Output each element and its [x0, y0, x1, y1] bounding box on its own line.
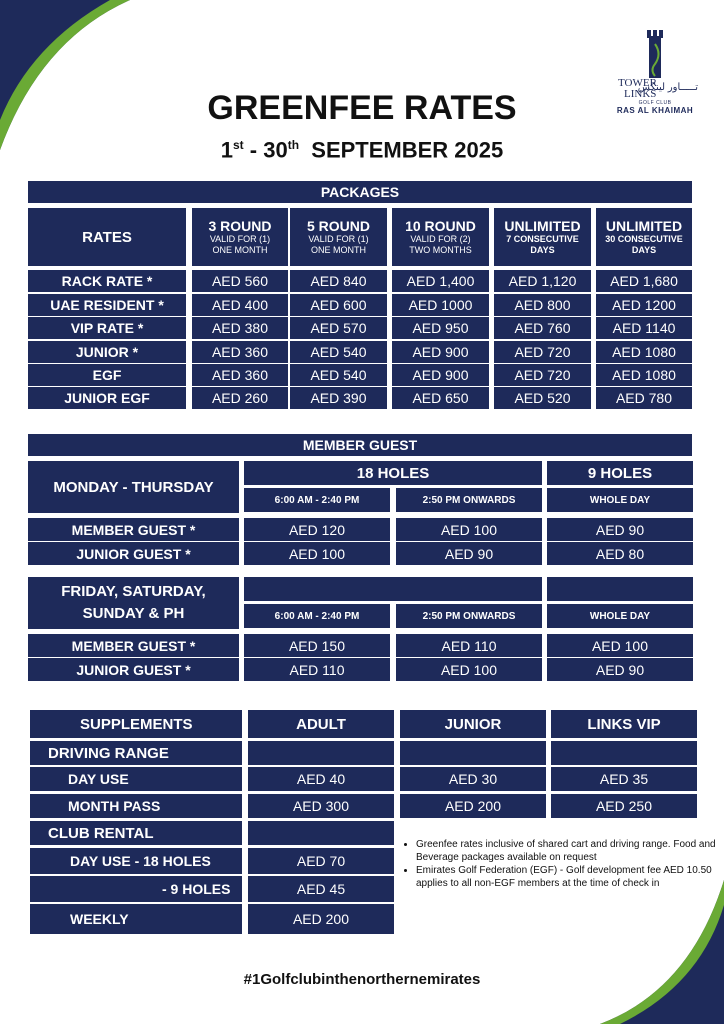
package-rate-cell: AED 1140	[596, 317, 692, 339]
weekly-label: WEEKLY	[30, 904, 242, 934]
supplements-header: SUPPLEMENTS	[30, 710, 242, 738]
member-guest-header: MEMBER GUEST	[28, 434, 692, 456]
club-rental-adult-blank	[248, 821, 394, 845]
package-rate-cell: AED 600	[290, 294, 387, 316]
guest-rate-cell: AED 110	[396, 634, 542, 657]
date-range: 1st - 30th SEPTEMBER 2025	[220, 137, 504, 163]
driving-range-junior-blank	[400, 741, 546, 765]
day-use-adult: AED 40	[248, 767, 394, 791]
hashtag: #1Golfclubinthenorthernemirates	[243, 971, 481, 988]
guest-rate-cell: AED 110	[244, 658, 390, 681]
package-row-label: UAE RESIDENT *	[28, 294, 186, 316]
weekend-9-blank	[547, 577, 693, 601]
package-rate-cell: AED 360	[192, 341, 288, 363]
tower-icon	[640, 30, 670, 78]
package-rate-cell: AED 650	[392, 387, 489, 409]
package-row-label: JUNIOR *	[28, 341, 186, 363]
note-item: • Emirates Golf Federation (EGF) - Golf development fee AED 10.50 applies to all non-EGF members at the time of check in	[416, 864, 722, 890]
package-column-sub: DAYS	[631, 245, 657, 255]
package-rate-cell: AED 1000	[392, 294, 489, 316]
weekend-label: FRIDAY, SATURDAY, SUNDAY & PH	[28, 577, 239, 629]
package-rate-cell: AED 900	[392, 364, 489, 386]
guest-row-label: MEMBER GUEST *	[28, 634, 239, 657]
package-rate-cell: AED 720	[494, 341, 591, 363]
package-rate-cell: AED 840	[290, 270, 387, 292]
package-rate-cell: AED 1080	[596, 341, 692, 363]
time-slot-header: 6:00 AM - 2:40 PM	[244, 604, 390, 628]
package-column-sub: DAYS	[530, 245, 555, 255]
package-rate-cell: AED 260	[192, 387, 288, 409]
package-column-title: 5 ROUND	[306, 218, 370, 234]
month-pass-junior: AED 200	[400, 794, 546, 818]
package-column-title: UNLIMITED	[605, 218, 683, 234]
guest-rate-cell: AED 80	[547, 542, 693, 565]
day-use-18-label: DAY USE - 18 HOLES	[30, 848, 242, 874]
guest-rate-cell: AED 150	[244, 634, 390, 657]
package-rate-cell: AED 1,680	[596, 270, 692, 292]
package-column-header	[290, 208, 387, 266]
package-row-label: RACK RATE *	[28, 270, 186, 292]
guest-rate-cell: AED 90	[547, 518, 693, 541]
package-rate-cell: AED 800	[494, 294, 591, 316]
package-row-label: JUNIOR EGF	[28, 387, 186, 409]
notes	[402, 838, 722, 890]
page-title: GREENFEE RATES	[207, 89, 517, 127]
package-rate-cell: AED 1,400	[392, 270, 489, 292]
package-rate-cell: AED 1,120	[494, 270, 591, 292]
logo-arabic: تـــــاور لينكس	[637, 82, 698, 93]
day-use-junior: AED 30	[400, 767, 546, 791]
package-column-sub: 30 CONSECUTIVE	[605, 234, 683, 244]
package-rate-cell: AED 1200	[596, 294, 692, 316]
junior-header: JUNIOR	[400, 710, 546, 738]
day-use-9-adult: AED 45	[248, 876, 394, 902]
guest-row-label: JUNIOR GUEST *	[28, 658, 239, 681]
guest-row-label: MEMBER GUEST *	[28, 518, 239, 541]
day-use-18-adult: AED 70	[248, 848, 394, 874]
guest-rate-cell: AED 100	[396, 518, 542, 541]
package-rate-cell: AED 390	[290, 387, 387, 409]
driving-range-label: DRIVING RANGE	[30, 741, 242, 765]
time-slot-header: 2:50 PM ONWARDS	[396, 604, 542, 628]
time-slot-header: WHOLE DAY	[547, 604, 693, 628]
guest-rate-cell: AED 100	[547, 634, 693, 657]
package-column-sub: TWO MONTHS	[409, 245, 472, 255]
package-rate-cell: AED 400	[192, 294, 288, 316]
month-pass-label: MONTH PASS	[30, 794, 242, 818]
packages-header: PACKAGES	[28, 181, 692, 203]
package-column-header	[596, 208, 692, 266]
holes9-header: 9 HOLES	[547, 461, 693, 485]
guest-rate-cell: AED 120	[244, 518, 390, 541]
logo-line2: LINKS	[624, 88, 657, 100]
package-row-label: VIP RATE *	[28, 317, 186, 339]
package-rate-cell: AED 540	[290, 364, 387, 386]
month-pass-vip: AED 250	[551, 794, 697, 818]
day-use-9-label: - 9 HOLES	[30, 876, 242, 902]
package-column-header	[494, 208, 591, 266]
package-rate-cell: AED 780	[596, 387, 692, 409]
club-rental-label: CLUB RENTAL	[30, 821, 242, 845]
package-rate-cell: AED 380	[192, 317, 288, 339]
logo-location: RAS AL KHAIMAH	[616, 106, 694, 115]
guest-row-label: JUNIOR GUEST *	[28, 542, 239, 565]
weekly-adult: AED 200	[248, 904, 394, 934]
package-column-title: 10 ROUND	[405, 218, 476, 234]
package-column-header	[392, 208, 489, 266]
holes18-header: 18 HOLES	[244, 461, 542, 485]
package-rate-cell: AED 760	[494, 317, 591, 339]
guest-rate-cell: AED 90	[396, 542, 542, 565]
day-use-label: DAY USE	[30, 767, 242, 791]
package-column-title: UNLIMITED	[504, 218, 581, 234]
package-column-sub: VALID FOR (2)	[410, 234, 471, 244]
time-slot-header: WHOLE DAY	[547, 488, 693, 512]
package-column-sub: ONE MONTH	[311, 245, 366, 255]
package-rate-cell: AED 1080	[596, 364, 692, 386]
package-rate-cell: AED 540	[290, 341, 387, 363]
package-rate-cell: AED 560	[192, 270, 288, 292]
time-slot-header: 2:50 PM ONWARDS	[396, 488, 542, 512]
package-column-sub: VALID FOR (1)	[209, 234, 271, 244]
adult-header: ADULT	[248, 710, 394, 738]
package-rate-cell: AED 570	[290, 317, 387, 339]
package-rate-cell: AED 950	[392, 317, 489, 339]
package-column-title: 3 ROUND	[208, 218, 272, 234]
day-use-vip: AED 35	[551, 767, 697, 791]
package-row-label: EGF	[28, 364, 186, 386]
guest-rate-cell: AED 100	[396, 658, 542, 681]
guest-rate-cell: AED 100	[244, 542, 390, 565]
package-rate-cell: AED 520	[494, 387, 591, 409]
guest-rate-cell: AED 90	[547, 658, 693, 681]
package-column-sub: VALID FOR (1)	[308, 234, 369, 244]
package-rate-cell: AED 720	[494, 364, 591, 386]
package-column-sub: ONE MONTH	[212, 245, 268, 255]
driving-range-adult-blank	[248, 741, 394, 765]
package-column-header	[192, 208, 288, 266]
vip-header: LINKS VIP	[551, 710, 697, 738]
weekday-label: MONDAY - THURSDAY	[28, 461, 239, 513]
driving-range-vip-blank	[551, 741, 697, 765]
logo-line1: TOWER	[618, 77, 657, 89]
weekend-18-blank	[244, 577, 542, 601]
note-item: • Greenfee rates inclusive of shared cart and driving range. Food and Beverage packages available on request	[416, 838, 722, 864]
package-column-sub: 7 CONSECUTIVE	[506, 234, 579, 244]
logo-club: GOLF CLUB	[638, 100, 672, 106]
rates-label: RATES	[28, 208, 186, 266]
package-rate-cell: AED 900	[392, 341, 489, 363]
month-pass-adult: AED 300	[248, 794, 394, 818]
package-rate-cell: AED 360	[192, 364, 288, 386]
time-slot-header: 6:00 AM - 2:40 PM	[244, 488, 390, 512]
